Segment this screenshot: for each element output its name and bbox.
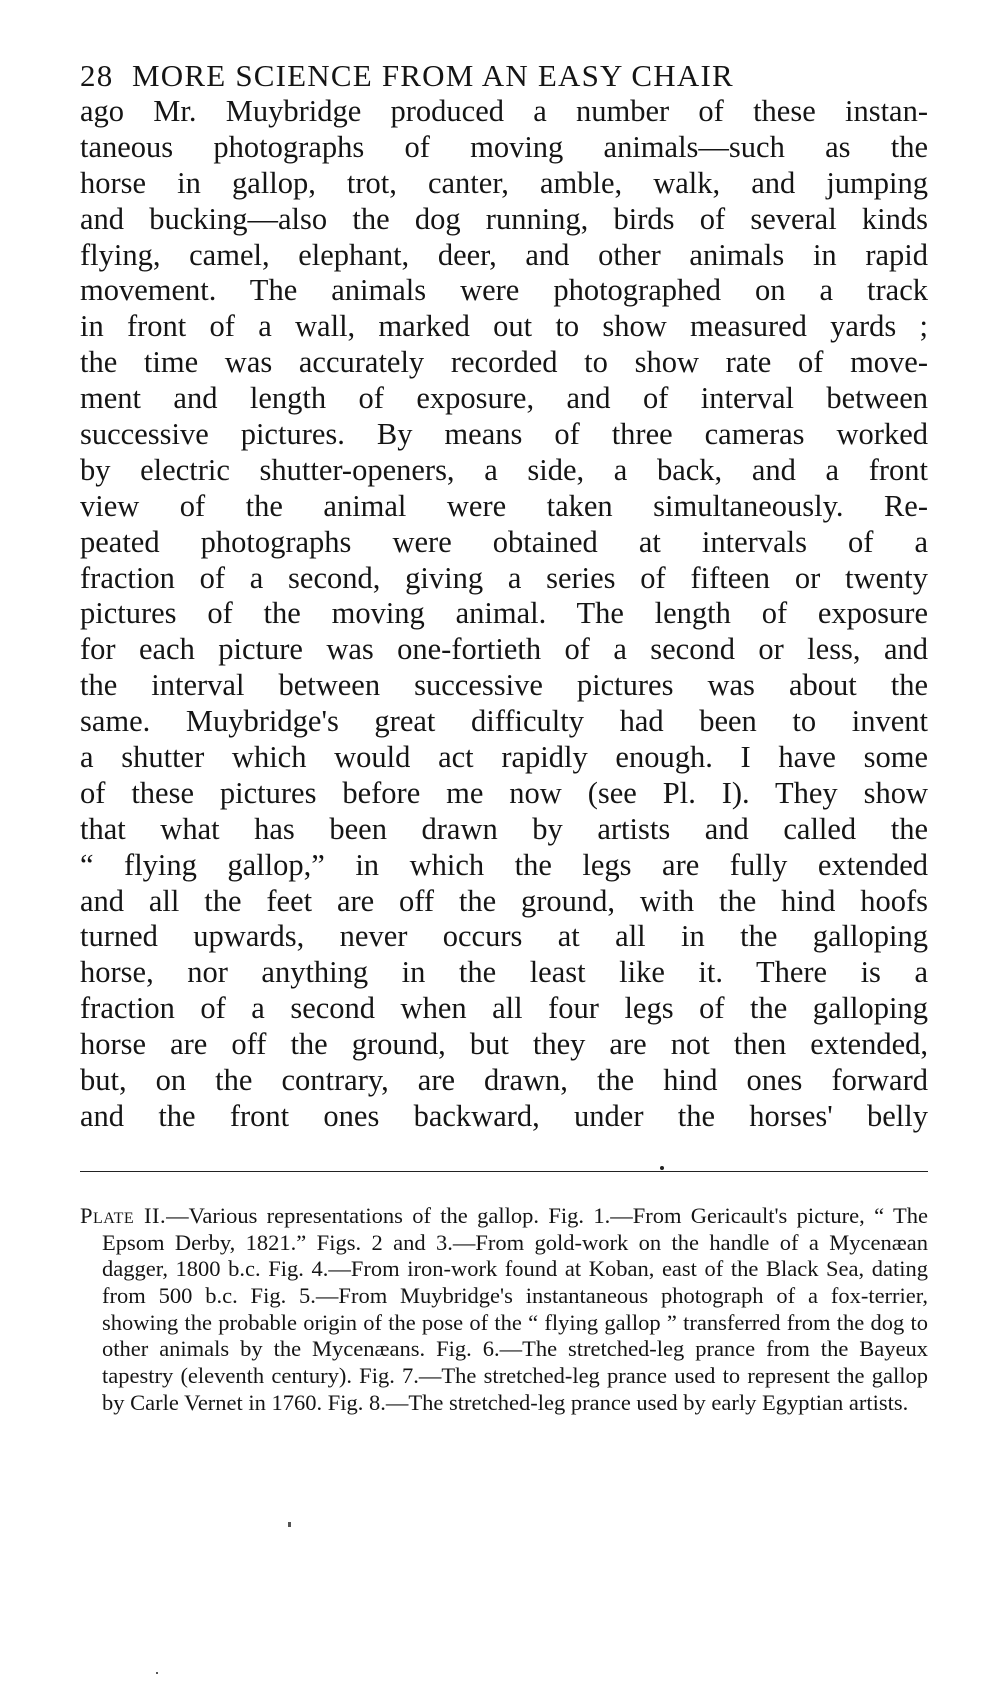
text-line: ago Mr. Muybridge produced a number of these instan- bbox=[80, 94, 928, 128]
text-line: turned upwards, never occurs at all in the galloping bbox=[80, 919, 928, 954]
running-title: MORE SCIENCE FROM AN EASY CHAIR bbox=[132, 58, 734, 93]
text-line: for each picture was one-fortieth of a second or less, and bbox=[80, 632, 928, 667]
ink-speck bbox=[156, 1672, 158, 1674]
text-line: but, on the contrary, are drawn, the hind ones forward bbox=[80, 1063, 928, 1098]
text-line: horse, nor anything in the least like it. There is a bbox=[80, 955, 928, 990]
text-line: fraction of a second when all four legs of the galloping bbox=[80, 991, 928, 1026]
text-line: taneous photographs of moving animals—such as the bbox=[80, 129, 928, 164]
text-line: pictures of the moving animal. The length of exposure bbox=[80, 596, 928, 631]
text-line: successive pictures. By means of three cameras worked bbox=[80, 417, 928, 452]
text-line: fraction of a second, giving a series of fifteen or twenty bbox=[80, 560, 928, 595]
text-line: “ flying gallop,” in which the legs are fully extended bbox=[80, 847, 928, 882]
plate-label: Plate II. bbox=[80, 1202, 167, 1228]
footnote-divider bbox=[80, 1171, 928, 1175]
text-line: the time was accurately recorded to show rate of move- bbox=[80, 345, 928, 380]
text-line: a shutter which would act rapidly enough. I have some bbox=[80, 740, 928, 775]
text-line: in front of a wall, marked out to show measured yards ; bbox=[80, 309, 928, 344]
text-line: and the front ones backward, under the horses' belly bbox=[80, 1098, 928, 1133]
body-text bbox=[80, 94, 928, 1135]
running-head bbox=[80, 58, 928, 94]
text-line: horse in gallop, trot, canter, amble, walk, and jumping bbox=[80, 165, 928, 200]
text-line: and bucking—also the dog running, birds of several kinds bbox=[80, 201, 928, 236]
book-page bbox=[80, 58, 928, 1416]
page-number: 28 bbox=[80, 58, 114, 93]
ink-speck bbox=[288, 1522, 291, 1527]
text-line: the interval between successive pictures was about the bbox=[80, 668, 928, 703]
divider-rule bbox=[80, 1171, 928, 1172]
divider-mark bbox=[660, 1166, 664, 1170]
text-line: same. Muybridge's great difficulty had been to invent bbox=[80, 704, 928, 739]
text-line: view of the animal were taken simultaneously. Re- bbox=[80, 488, 928, 523]
text-line: and all the feet are off the ground, with the hind hoofs bbox=[80, 883, 928, 918]
text-line: horse are off the ground, but they are not then extended, bbox=[80, 1027, 928, 1062]
text-line: movement. The animals were photographed on a track bbox=[80, 273, 928, 308]
text-line: flying, camel, elephant, deer, and other animals in rapid bbox=[80, 237, 928, 272]
text-line: that what has been drawn by artists and called the bbox=[80, 811, 928, 846]
text-line: ment and length of exposure, and of interval between bbox=[80, 381, 928, 416]
text-line: by electric shutter-openers, a side, a back, and a front bbox=[80, 452, 928, 487]
text-line: peated photographs were obtained at intervals of a bbox=[80, 524, 928, 559]
plate-caption bbox=[80, 1203, 928, 1417]
plate-caption-text: —Various representations of the gallop. Fig. 1.—From Gericault's picture, “ The Epsom Derby, 1821.” Figs. 2 and 3.—From gold-work on the handle of a Mycenæan dagger, 1800 b.c. Fig. 4.—From iron-work found at Koban, east of the Black Sea, dating from 500 b.c. Fig. 5.—From Muybridge's instantaneous photograph of a fox-terrier, showing the probable origin of the pose of the “ flying gallop ” transferred from the dog to other animals by the Mycenæans. Fig. 6.—The stretched-leg prance from the Bayeux tapestry (eleventh century). Fig. 7.—The stretched-leg prance used to represent the gallop by Carle Vernet in 1760. Fig. 8.—The stretched-leg prance used by early Egyptian artists. bbox=[102, 1202, 928, 1415]
text-line: of these pictures before me now (see Pl. I). They show bbox=[80, 775, 928, 810]
